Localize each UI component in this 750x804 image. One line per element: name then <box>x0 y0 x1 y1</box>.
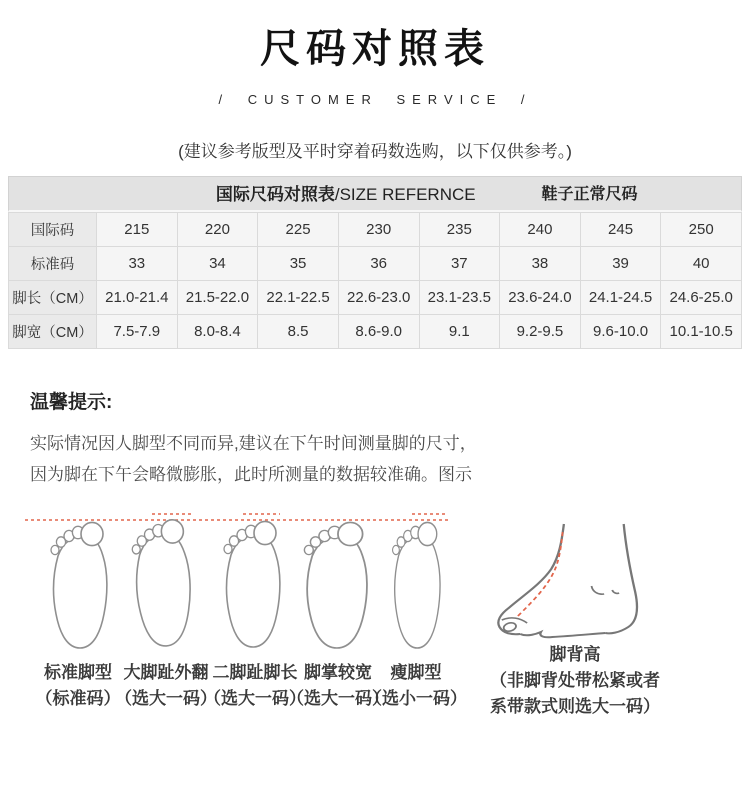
table-cell: 230 <box>338 213 419 247</box>
table-cell: 10.1-10.5 <box>661 315 742 349</box>
table-cell: 33 <box>97 247 178 281</box>
foot-top-view-long-second-toe <box>224 521 280 647</box>
table-cell: 21.0-21.4 <box>97 281 178 315</box>
row-label: 标准码 <box>9 247 97 281</box>
foot-type-advice: （标准码） <box>35 689 121 708</box>
table-cell: 39 <box>580 247 661 281</box>
table-cell: 220 <box>177 213 258 247</box>
table-cell: 37 <box>419 247 500 281</box>
table-cell: 225 <box>258 213 339 247</box>
foot-diagrams-illustration <box>0 498 750 660</box>
table-row-standard-size <box>9 247 742 281</box>
table-cell: 9.2-9.5 <box>500 315 581 349</box>
page-title: 尺码对照表 <box>260 27 490 71</box>
table-cell: 215 <box>97 213 178 247</box>
purchase-note: (建议参考版型及平时穿着码数选购，以下仅供参考。) <box>178 142 572 161</box>
tips-line-2: 因为脚在下午会略微膨胀，此时所测量的数据较准确。图示 <box>30 465 472 484</box>
foot-type-name: 二脚趾脚长 <box>212 663 298 682</box>
size-table-header <box>8 176 742 212</box>
table-cell: 36 <box>338 247 419 281</box>
row-label: 脚宽（CM） <box>9 315 97 349</box>
table-cell: 8.6-9.0 <box>338 315 419 349</box>
size-table-header-left <box>216 177 476 213</box>
foot-type-label-slim <box>365 660 467 712</box>
table-cell: 24.6-25.0 <box>661 281 742 315</box>
table-row-intl-size <box>9 213 742 247</box>
header-left-cn: 国际尺码对照表 <box>215 185 335 204</box>
size-table-header-right: 鞋子正常尺码 <box>541 186 638 203</box>
foot-type-advice: （选大一码） <box>204 689 306 708</box>
table-cell: 22.6-23.0 <box>338 281 419 315</box>
size-table-section <box>8 176 742 349</box>
table-cell: 21.5-22.0 <box>177 281 258 315</box>
subtitle-customer-service: / CUSTOMER SERVICE / <box>218 92 532 107</box>
table-cell: 40 <box>661 247 742 281</box>
table-cell: 8.0-8.4 <box>177 315 258 349</box>
table-cell: 22.1-22.5 <box>258 281 339 315</box>
table-cell: 240 <box>500 213 581 247</box>
foot-type-label-bunion <box>115 660 217 712</box>
table-cell: 245 <box>580 213 661 247</box>
foot-type-advice: （选大一码） <box>115 689 217 708</box>
row-label: 国际码 <box>9 213 97 247</box>
tips-paragraph <box>30 428 720 490</box>
table-cell: 9.6-10.0 <box>580 315 661 349</box>
table-cell: 8.5 <box>258 315 339 349</box>
header-left-en: /SIZE REFERNCE <box>334 185 476 204</box>
foot-type-name: 瘦脚型 <box>390 663 442 682</box>
foot-type-name: 大脚趾外翻 <box>123 663 209 682</box>
tips-line-1: 实际情况因人脚型不同而异,建议在下午时间测量脚的尺寸， <box>30 434 477 453</box>
table-cell: 7.5-7.9 <box>97 315 178 349</box>
tips-section <box>30 387 720 490</box>
foot-top-view-standard <box>51 522 107 648</box>
table-cell: 24.1-24.5 <box>580 281 661 315</box>
foot-type-advice: （选大一码） <box>287 689 389 708</box>
tips-heading: 温馨提示: <box>30 392 113 413</box>
foot-side-view-high-instep <box>498 524 637 637</box>
table-cell: 35 <box>258 247 339 281</box>
table-row-foot-width <box>9 315 742 349</box>
foot-type-label-high-instep <box>490 642 660 720</box>
table-cell: 38 <box>500 247 581 281</box>
foot-top-view-bunion <box>131 519 193 647</box>
table-row-foot-length <box>9 281 742 315</box>
foot-type-name: 脚背高 <box>549 645 601 664</box>
foot-top-view-slim <box>393 522 441 648</box>
table-cell: 34 <box>177 247 258 281</box>
size-chart-page <box>0 26 750 787</box>
table-cell: 235 <box>419 213 500 247</box>
measure-dotted-line <box>25 514 450 520</box>
foot-type-advice: 系带款式则选大一码） <box>490 697 660 716</box>
table-cell: 9.1 <box>419 315 500 349</box>
table-cell: 23.6-24.0 <box>500 281 581 315</box>
foot-type-name: 脚掌较宽 <box>304 663 372 682</box>
table-cell: 23.1-23.5 <box>419 281 500 315</box>
foot-type-advice: （非脚背处带松紧或者 <box>490 671 660 690</box>
foot-type-advice: （选小一码） <box>365 689 467 708</box>
foot-type-name: 标准脚型 <box>44 663 112 682</box>
foot-type-label-standard <box>36 660 121 712</box>
foot-diagram-section <box>0 498 750 787</box>
table-cell: 250 <box>661 213 742 247</box>
foot-top-view-wide <box>304 522 367 648</box>
instep-dashed-line <box>518 530 563 616</box>
size-table <box>8 212 742 349</box>
row-label: 脚长（CM） <box>9 281 97 315</box>
